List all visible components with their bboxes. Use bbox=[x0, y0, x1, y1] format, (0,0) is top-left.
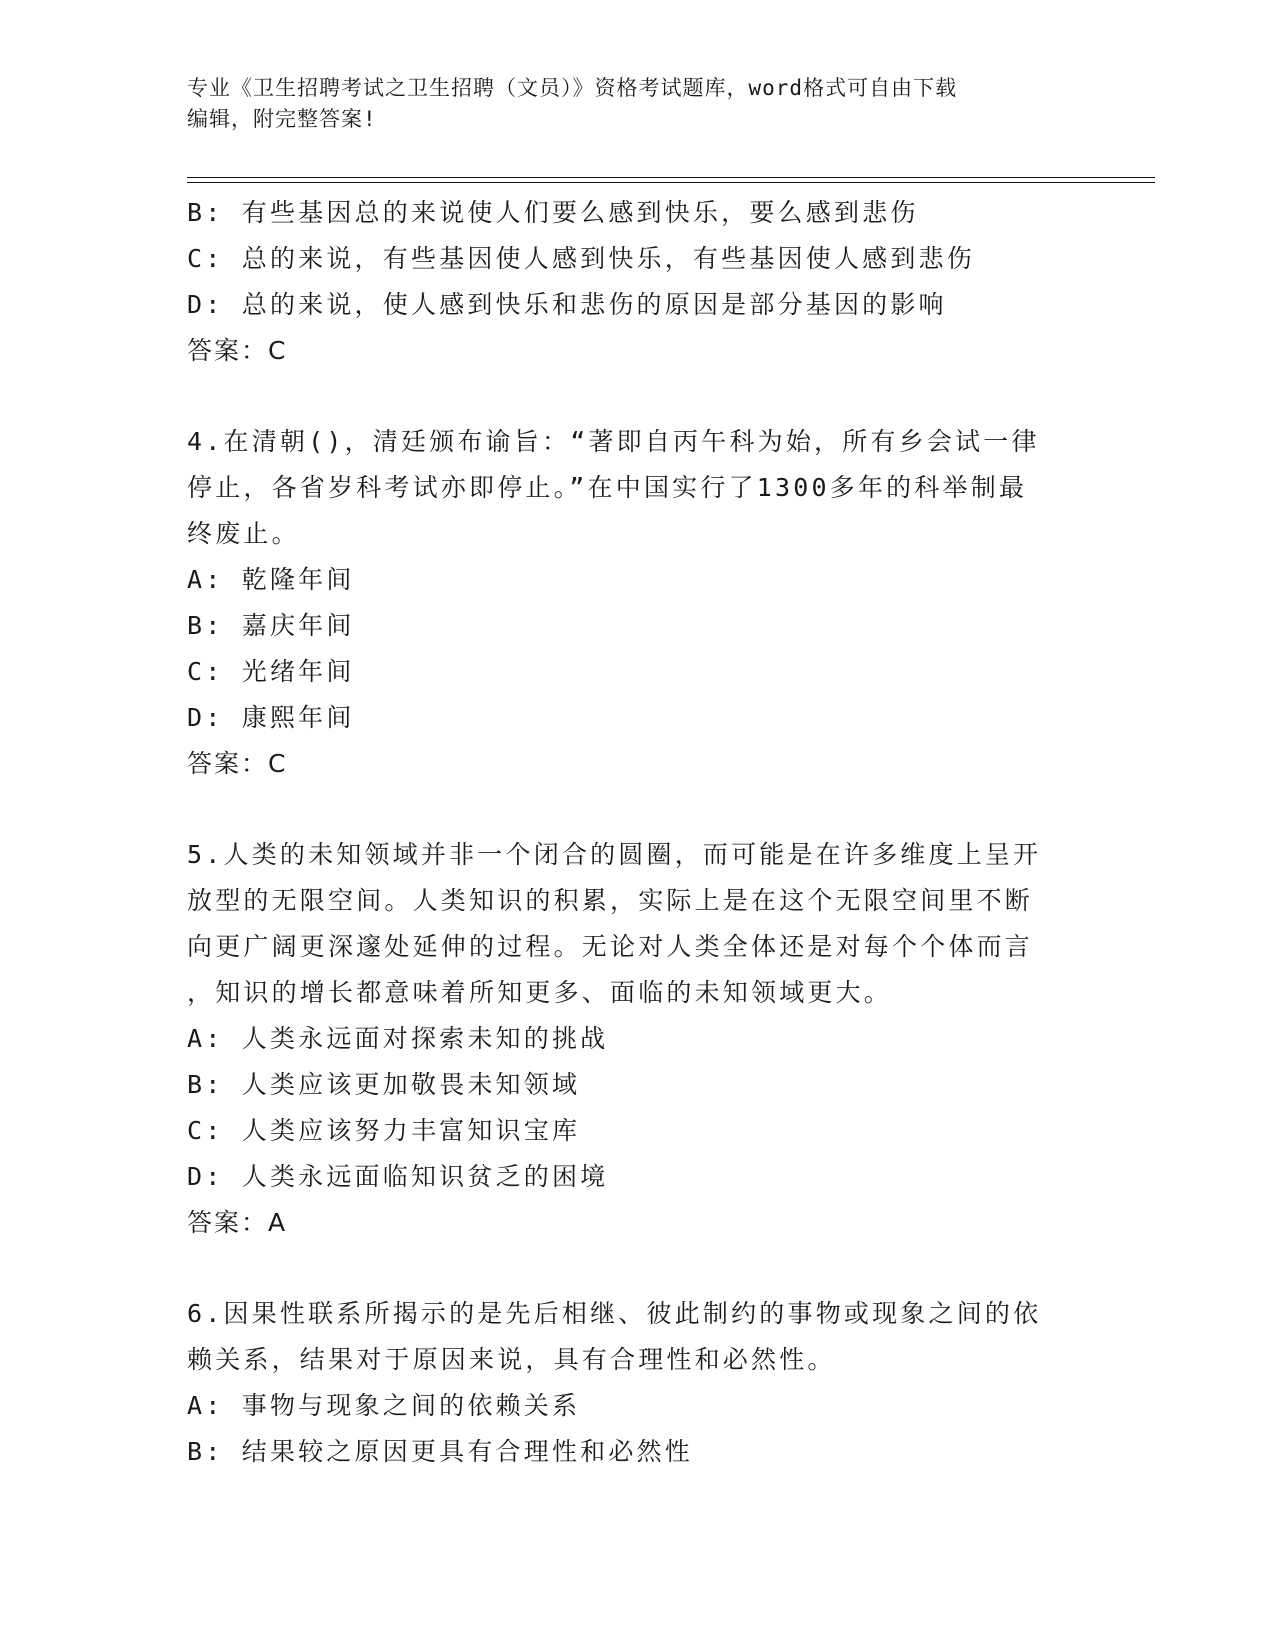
q5-stem-line-4: ，知识的增长都意味着所知更多、面临的未知领域更大。 bbox=[187, 978, 893, 1007]
q6-stem-line-1: 6.因果性联系所揭示的是先后相继、彼此制约的事物或现象之间的依 bbox=[187, 1299, 1042, 1328]
header-divider-top bbox=[187, 177, 1155, 178]
q4-option-a: A: 乾隆年间 bbox=[187, 565, 355, 594]
q5-option-a: A: 人类永远面对探索未知的挑战 bbox=[187, 1024, 609, 1053]
header-divider-bottom bbox=[187, 182, 1155, 183]
q6-option-b: B: 结果较之原因更具有合理性和必然性 bbox=[187, 1437, 693, 1466]
q3-option-b: B: 有些基因总的来说使人们要么感到快乐，要么感到悲伤 bbox=[187, 198, 919, 227]
q5-stem-line-1: 5.人类的未知领域并非一个闭合的圆圈，而可能是在许多维度上呈开 bbox=[187, 840, 1042, 869]
q5-stem-line-2: 放型的无限空间。人类知识的积累，实际上是在这个无限空间里不断 bbox=[187, 886, 1034, 915]
q3-option-c: C: 总的来说，有些基因使人感到快乐，有些基因使人感到悲伤 bbox=[187, 244, 975, 273]
q6-option-a: A: 事物与现象之间的依赖关系 bbox=[187, 1391, 581, 1420]
question-list bbox=[187, 190, 1067, 1475]
q3-option-d: D: 总的来说，使人感到快乐和悲伤的原因是部分基因的影响 bbox=[187, 290, 947, 319]
spacer bbox=[187, 1246, 1067, 1291]
question-5 bbox=[187, 832, 1067, 1246]
question-3 bbox=[187, 190, 1067, 374]
q4-option-c: C: 光绪年间 bbox=[187, 657, 355, 686]
header-line-2: 编辑，附完整答案! bbox=[187, 107, 377, 131]
q5-option-c: C: 人类应该努力丰富知识宝库 bbox=[187, 1116, 581, 1145]
q4-option-b: B: 嘉庆年间 bbox=[187, 611, 355, 640]
document-header bbox=[187, 73, 1077, 135]
q4-stem-line-1: 4.在清朝()，清廷颁布谕旨：“著即自丙午科为始，所有乡会试一律 bbox=[187, 427, 1040, 456]
question-4 bbox=[187, 419, 1067, 787]
q4-answer: 答案：C bbox=[187, 749, 288, 778]
q5-answer: 答案：A bbox=[187, 1208, 288, 1237]
q5-stem-line-3: 向更广阔更深邃处延伸的过程。无论对人类全体还是对每个个体而言 bbox=[187, 932, 1034, 961]
q5-option-d: D: 人类永远面临知识贫乏的困境 bbox=[187, 1162, 609, 1191]
spacer bbox=[187, 374, 1067, 419]
header-line-1: 专业《卫生招聘考试之卫生招聘（文员）》资格考试题库，word格式可自由下载 bbox=[187, 76, 958, 100]
q5-option-b: B: 人类应该更加敬畏未知领域 bbox=[187, 1070, 581, 1099]
question-6 bbox=[187, 1291, 1067, 1475]
q4-option-d: D: 康熙年间 bbox=[187, 703, 355, 732]
spacer bbox=[187, 787, 1067, 832]
q4-stem-line-3: 终废止。 bbox=[187, 519, 300, 548]
q6-stem-line-2: 赖关系，结果对于原因来说，具有合理性和必然性。 bbox=[187, 1345, 836, 1374]
q3-answer: 答案：C bbox=[187, 336, 288, 365]
q4-stem-line-2: 停止，各省岁科考试亦即停止。”在中国实行了1300多年的科举制最 bbox=[187, 473, 1028, 502]
